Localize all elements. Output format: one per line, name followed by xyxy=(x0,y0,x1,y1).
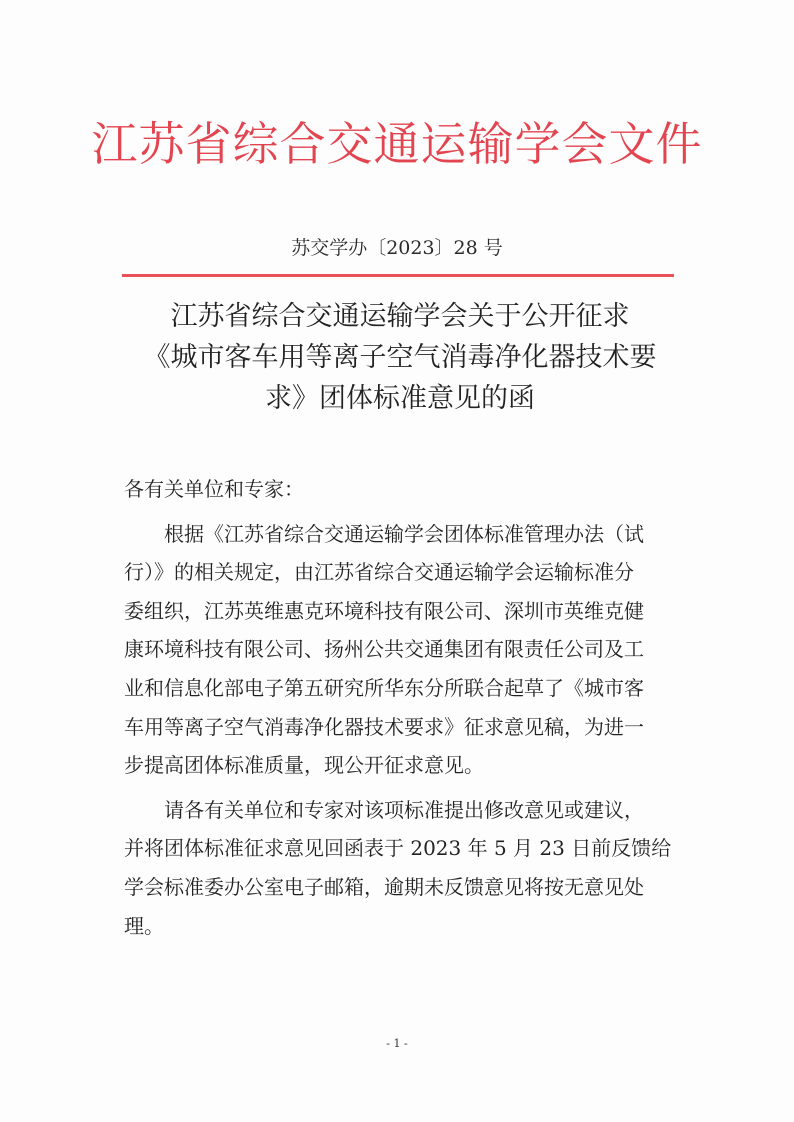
red-divider-line xyxy=(122,274,674,277)
subject-line: 江苏省综合交通运输学会关于公开征求 xyxy=(170,301,630,332)
document-number: 苏交学办〔2023〕28 号 xyxy=(291,237,503,259)
document-body xyxy=(124,470,679,945)
subject-line: 求》团体标准意见的函 xyxy=(265,383,535,414)
body-paragraph-2 xyxy=(124,791,679,945)
paragraph-line: 请各有关单位和专家对该项标准提出修改意见或建议， xyxy=(164,797,644,822)
page-number: - 1 - xyxy=(386,1037,408,1050)
paragraph-line: 理。 xyxy=(124,913,164,938)
paragraph-line: 车用等离子空气消毒净化器技术要求》征求意见稿，为进一 xyxy=(124,714,644,739)
paragraph-line: 学会标准委办公室电子邮箱，逾期未反馈意见将按无意见处 xyxy=(124,874,644,899)
paragraph-line: 委组织，江苏英维惠克环境科技有限公司、深圳市英维克健 xyxy=(124,598,644,623)
subject-line: 《城市客车用等离子空气消毒净化器技术要 xyxy=(143,342,657,373)
paragraph-line: 并将团体标准征求意见回函表于 2023 年 5 月 23 日前反馈给 xyxy=(124,836,672,861)
paragraph-line: 行）》的相关规定，由江苏省综合交通运输学会运输标准分 xyxy=(124,560,634,585)
paragraph-line: 步提高团体标准质量，现公开征求意见。 xyxy=(124,753,484,778)
body-paragraph-1 xyxy=(124,515,679,785)
paragraph-line: 康环境科技有限公司、扬州公共交通集团有限责任公司及工 xyxy=(124,637,644,662)
organization-header-title: 江苏省综合交通运输学会文件 xyxy=(91,117,703,171)
salutation: 各有关单位和专家： xyxy=(124,477,304,501)
paragraph-line: 根据《江苏省综合交通运输学会团体标准管理办法（试 xyxy=(164,521,644,546)
paragraph-line: 业和信息化部电子第五研究所华东分所联合起草了《城市客 xyxy=(124,675,644,700)
document-subject xyxy=(120,296,680,419)
